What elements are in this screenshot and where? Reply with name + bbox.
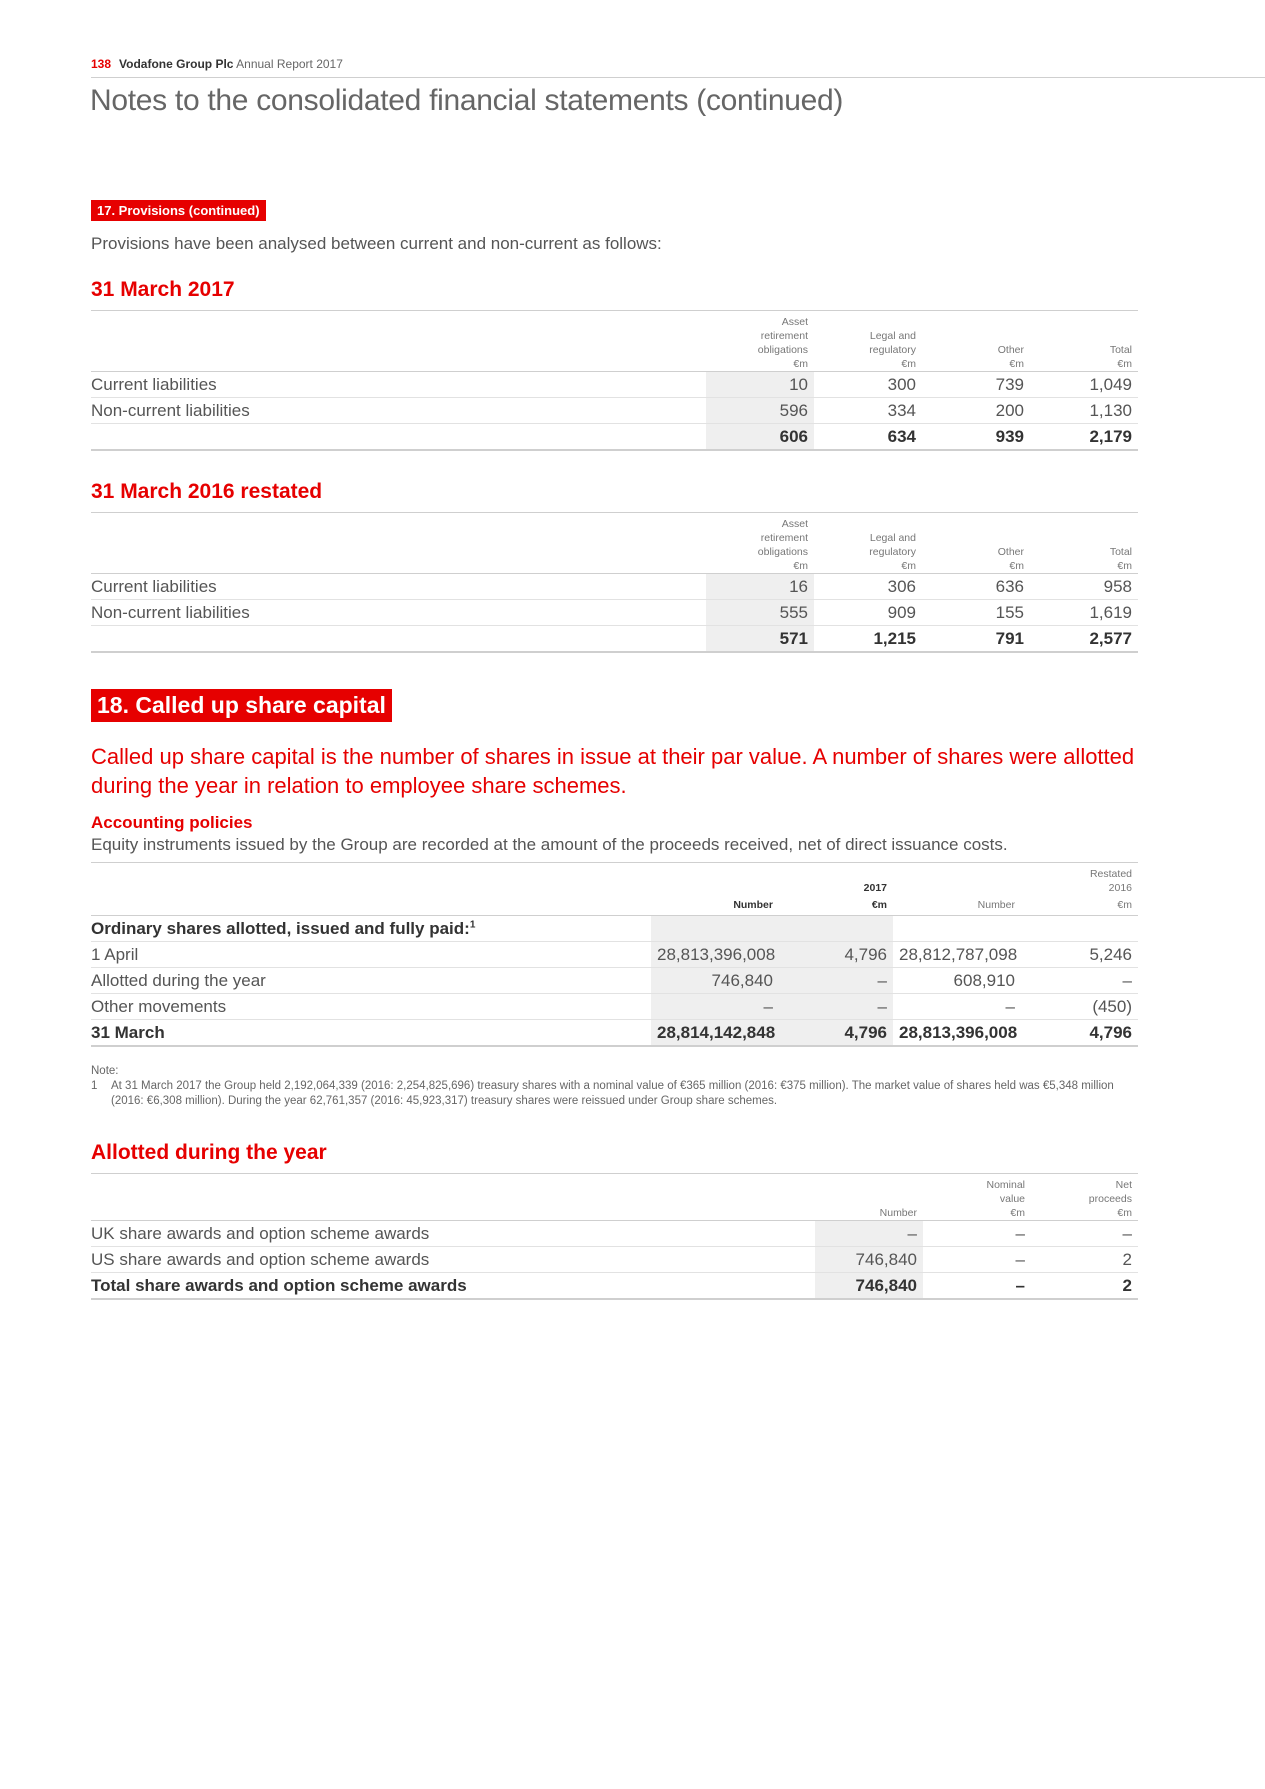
value-cell: 28,813,396,008 [651,942,779,968]
table-header-row [91,513,1138,574]
accounting-policies-text: Equity instruments issued by the Group are recorded at the amount of the proceeds received, net of direct issuance costs. [91,835,1008,854]
header-line: Number [879,1207,917,1219]
row-label: Ordinary shares allotted, issued and fully paid:$^1$ [91,916,651,942]
row-label: Non-current liabilities [91,600,706,626]
table-row [91,574,1138,600]
column-header [923,1174,1031,1221]
table-row [91,600,1138,626]
value-cell: 555 [706,600,814,626]
table-row [91,1247,1138,1273]
note-label: Note: [91,1065,119,1077]
row-label: Current liabilities [91,372,706,398]
value-cell: 2 [1031,1247,1138,1273]
column-header [814,513,922,574]
row-label: Other movements [91,994,651,1020]
total-cell: 4,796 [1021,1020,1138,1047]
share-capital-lede: Called up share capital is the number of shares in issue at their par value. A number of shares were allotted during the year in relation to employee share schemes. [91,744,1135,798]
row-label: US share awards and option scheme awards [91,1247,815,1273]
company-name: Vodafone Group Plc [119,57,234,71]
header-line: €m [793,560,808,572]
header-line: Net [1115,1179,1132,1191]
header-line: €m [1117,560,1132,572]
value-cell: 334 [814,398,922,424]
total-cell: 2,179 [1030,424,1138,451]
header-line: Asset [781,316,808,328]
value-cell: 4,796 [779,942,893,968]
row-label [91,626,706,653]
total-cell: 746,840 [815,1273,923,1300]
share-capital-table [91,862,1138,1047]
table-row [91,916,1138,942]
header-rule [91,77,1265,78]
report-name: Annual Report 2017 [236,57,343,71]
section-tag-provisions: 17. Provisions (continued) [91,200,266,221]
header-line: €m [1117,1207,1132,1219]
value-cell: 1,130 [1030,398,1138,424]
page-title: Notes to the consolidated financial statements (continued) [90,84,844,117]
value-cell: – [893,994,1021,1020]
restated-label: Restated [1089,868,1132,880]
allotted-heading: Allotted during the year [91,1141,327,1164]
header-line: €m [1009,358,1024,370]
footnote [91,1064,1131,1109]
year-2016-label: 2016 [1108,882,1132,894]
table-row [91,942,1138,968]
total-cell: 2,577 [1030,626,1138,653]
header-line: value [999,1193,1025,1205]
total-cell: 606 [706,424,814,451]
header-line: retirement [760,330,808,342]
value-cell: – [779,968,893,994]
row-label: Total share awards and option scheme awards [91,1273,815,1300]
column-header: Number [893,895,1021,916]
note-text: At 31 March 2017 the Group held 2,192,064,339 (2016: 2,254,825,696) treasury shares with a nominal value of €365 million (2016: €375 million). The market value of shares held was €5,348 million (2016: €6,308 million). During the year 62,761,357 (2016: 45,923,317) treasury shares were reissued under Group share schemes. [111,1080,1114,1107]
header-line: proceeds [1088,1193,1132,1205]
total-cell: 2 [1031,1273,1138,1300]
row-label: 1 April [91,942,651,968]
row-label: 31 March [91,1020,651,1047]
value-cell: 746,840 [651,968,779,994]
row-label: Allotted during the year [91,968,651,994]
total-row [91,626,1138,653]
section-tag-share-capital: 18. Called up share capital [91,689,392,722]
provisions-2017-heading: 31 March 2017 [91,278,235,301]
header-line: retirement [760,532,808,544]
total-cell: 28,814,142,848 [651,1020,779,1047]
header-line: Legal and [869,532,916,544]
value-cell: – [651,994,779,1020]
footnote-ref: 1 [469,918,476,930]
column-group-2017: 2017 [779,863,893,896]
total-cell: – [923,1273,1031,1300]
table-row [91,372,1138,398]
provisions-intro: Provisions have been analysed between current and non-current as follows: [91,234,662,253]
value-cell: 746,840 [815,1247,923,1273]
value-cell: 739 [922,372,1030,398]
header-line: €m [1009,560,1024,572]
table-row [91,968,1138,994]
row-label: Current liabilities [91,574,706,600]
note-number: 1 [91,1080,98,1092]
header-line: Legal and [869,330,916,342]
value-cell: 596 [706,398,814,424]
header-line: Other [997,546,1024,558]
column-header [922,311,1030,372]
table-header-row [91,311,1138,372]
column-header [706,311,814,372]
page-number: 138 [91,57,112,71]
value-cell: 909 [814,600,922,626]
header-line: Total [1109,546,1132,558]
table-group-header-row [91,863,1138,896]
value-cell: – [1021,968,1138,994]
total-cell: 4,796 [779,1020,893,1047]
value-cell: (450) [1021,994,1138,1020]
provisions-2017-table [91,310,1138,451]
column-header [706,513,814,574]
total-row [91,424,1138,451]
header-line: €m [793,358,808,370]
value-cell: 958 [1030,574,1138,600]
row-label: UK share awards and option scheme awards [91,1221,815,1247]
header-line: Total [1109,344,1132,356]
header-line: regulatory [869,546,916,558]
value-cell: – [815,1221,923,1247]
table-row [91,994,1138,1020]
column-header: €m [779,895,893,916]
value-cell: 28,812,787,098 [893,942,1021,968]
header-line: €m [1117,358,1132,370]
total-cell: 28,813,396,008 [893,1020,1021,1047]
value-cell: 306 [814,574,922,600]
total-row [91,1020,1138,1047]
allotted-table [91,1173,1138,1300]
header-line: Nominal [986,1179,1025,1191]
value-cell: – [779,994,893,1020]
value-cell: 636 [922,574,1030,600]
column-group-2016 [1021,863,1138,896]
value-cell: 1,049 [1030,372,1138,398]
table-row [91,1221,1138,1247]
table-header-row [91,1174,1138,1221]
header-line: obligations [757,546,808,558]
column-header [1030,311,1138,372]
value-cell: 16 [706,574,814,600]
total-cell: 791 [922,626,1030,653]
header-line: Other [997,344,1024,356]
column-header: Number [651,895,779,916]
value-cell: – [923,1247,1031,1273]
value-cell: 608,910 [893,968,1021,994]
total-cell: 939 [922,424,1030,451]
column-header [1031,1174,1138,1221]
column-header: €m [1021,895,1138,916]
header-line: Asset [781,518,808,530]
provisions-2016-heading: 31 March 2016 restated [91,480,323,503]
value-cell: 5,246 [1021,942,1138,968]
header-line: €m [901,560,916,572]
value-cell: 155 [922,600,1030,626]
header-line: €m [901,358,916,370]
column-header [815,1174,923,1221]
total-cell: 634 [814,424,922,451]
column-header [814,311,922,372]
header-line: regulatory [869,344,916,356]
value-cell: 1,619 [1030,600,1138,626]
row-label: Non-current liabilities [91,398,706,424]
row-label [91,424,706,451]
total-cell: 571 [706,626,814,653]
accounting-policies-heading: Accounting policies [91,813,253,832]
column-header [1030,513,1138,574]
running-header [91,57,343,71]
value-cell: 10 [706,372,814,398]
column-header [922,513,1030,574]
value-cell: 200 [922,398,1030,424]
value-cell: – [1031,1221,1138,1247]
header-line: €m [1010,1207,1025,1219]
provisions-2016-table [91,512,1138,653]
value-cell: 300 [814,372,922,398]
total-cell: 1,215 [814,626,922,653]
header-line: obligations [757,344,808,356]
total-row [91,1273,1138,1300]
table-row [91,398,1138,424]
table-subheader-row [91,895,1138,916]
value-cell: – [923,1221,1031,1247]
